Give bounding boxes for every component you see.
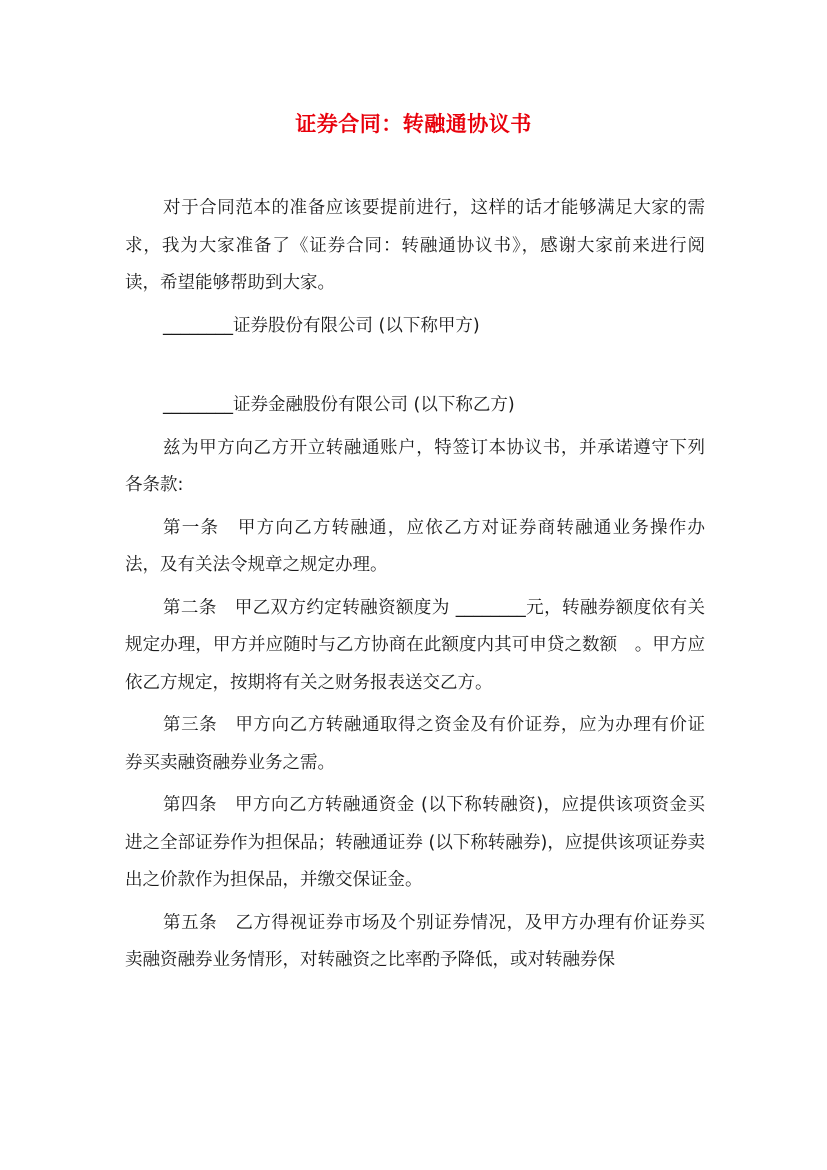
intro-paragraph: 对于合同范本的准备应该要提前进行，这样的话才能够满足大家的需求，我为大家准备了《证券合同：转融通协议书》，感谢大家前来进行阅读，希望能够帮助到大家。: [125, 198, 705, 293]
preamble-paragraph: 兹为甲方向乙方开立转融通账户，特签订本协议书，并承诺遵守下列各条款:: [125, 437, 705, 495]
party-a-line: ________证券股份有限公司 (以下称甲方): [163, 315, 480, 336]
article-5: 第五条 乙方得视证券市场及个别证券情况，及甲方办理有价证券买卖融资融券业务情形，对转融资之比率酌予降低，或对转融券保: [125, 912, 705, 970]
document-body: [125, 190, 705, 985]
party-b-line: ________证券金融股份有限公司 (以下称乙方): [163, 395, 515, 415]
article-3: 第三条 甲方向乙方转融通取得之资金及有价证券，应为办理有价证券买卖融资融券业务之需。: [125, 715, 705, 773]
article-2: 第二条 甲乙双方约定转融资额度为 ________元，转融券额度依有关规定办理，甲方并应随时与乙方协商在此额度内其可申贷之数额 。甲方应依乙方规定，按期将有关之财务报表送交乙方。: [125, 597, 705, 693]
article-4: 第四条 甲方向乙方转融通资金 (以下称转融资)，应提供该项资金买进之全部证券作为担保品；转融通证券 (以下称转融券)，应提供该项证券卖出之价款作为担保品，并缴交保证金。: [125, 795, 705, 890]
article-1: 第一条 甲方向乙方转融通，应依乙方对证券商转融通业务操作办法，及有关法令规章之规定办理。: [125, 517, 705, 575]
document-title: 证券合同：转融通协议书: [295, 112, 532, 136]
blank-line: [125, 350, 705, 387]
